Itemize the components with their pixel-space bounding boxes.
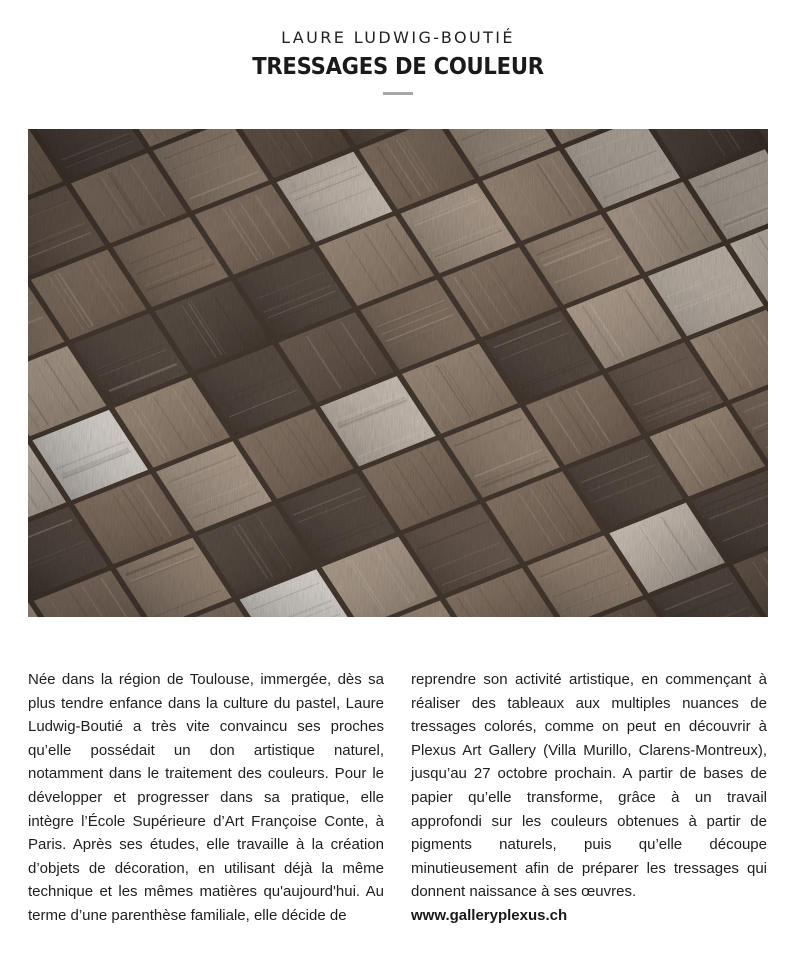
gallery-website-link[interactable]: www.galleryplexus.ch xyxy=(411,906,568,924)
woven-artwork-photo xyxy=(28,129,768,617)
article-title: TRESSAGES DE COULEUR xyxy=(252,54,544,80)
title-divider xyxy=(383,92,413,95)
article-header xyxy=(0,28,796,95)
author-name: LAURE LUDWIG-BOUTIÉ xyxy=(281,28,515,47)
article-column-right-text: reprendre son activité artistique, en commençant à réaliser des tableaux aux multiples nuances de tressages colorés, comme on peut en découvrir à Plexus Art Gallery (Villa Murillo, Clarens-Montreux), jusqu’au 27 octobre prochain. A partir de bases de papier qu’elle transforme, grâce à un travail approfondi sur les couleurs obtenues à partir de pigments naturels, puis qu’elle découpe minutieusement afin de préparer les tressages qui donnent naissance à ses œuvres. xyxy=(411,671,767,901)
woven-strips-image xyxy=(28,129,768,617)
article-column-left: Née dans la région de Toulouse, immergée, dès sa plus tendre enfance dans la culture du pastel, Laure Ludwig-Boutié a très vite convaincu ses proches qu’elle possédait un don artistique naturel, notamment dans le traitement des couleurs. Pour le développer et progresser dans sa pratique, elle intègre l’École Supérieure d’Art Françoise Conte, à Paris. Après ses études, elle travaille à la création d’objets de décoration, en utilisant déjà la même technique et les mêmes matières qu'aujourd'hui. Au terme d’une parenthèse familiale, elle décide de xyxy=(28,671,384,924)
article-column-right xyxy=(411,668,767,928)
